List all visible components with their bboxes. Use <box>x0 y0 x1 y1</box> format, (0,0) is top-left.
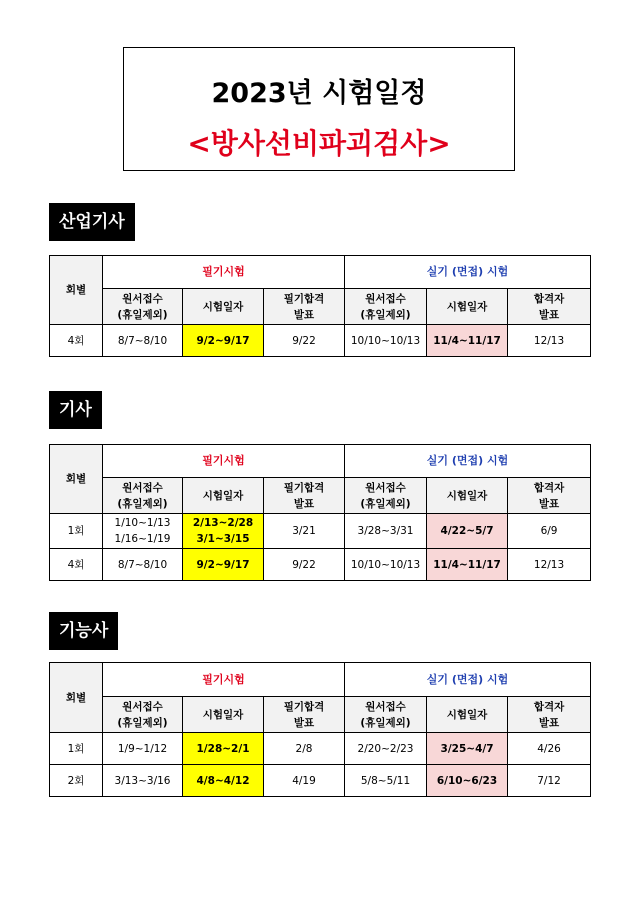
practical-apply-cell: 2/20~2/23 <box>345 733 427 765</box>
practical-apply-cell: 10/10~10/13 <box>345 549 427 581</box>
header-apply: 원서접수 (휴일제외) <box>345 478 427 514</box>
header-exam-date: 시험일자 <box>427 478 508 514</box>
table-row <box>50 514 591 549</box>
round-cell: 1회 <box>50 733 103 765</box>
round-cell: 2회 <box>50 765 103 797</box>
section-label-craftsman: 기능사 <box>49 612 118 650</box>
header-written-pass: 필기합격 발표 <box>264 478 345 514</box>
section-label-engineer: 기사 <box>49 391 102 429</box>
practical-exam-cell: 4/22~5/7 <box>427 514 508 549</box>
written-pass-cell: 2/8 <box>264 733 345 765</box>
header-exam-date: 시험일자 <box>427 289 508 325</box>
practical-apply-cell: 10/10~10/13 <box>345 325 427 357</box>
header-written-exam: 필기시험 <box>103 663 345 697</box>
table-row <box>50 549 591 581</box>
written-pass-cell: 3/21 <box>264 514 345 549</box>
practical-exam-cell: 11/4~11/17 <box>427 549 508 581</box>
header-exam-date: 시험일자 <box>427 697 508 733</box>
header-written-exam: 필기시험 <box>103 256 345 289</box>
header-apply: 원서접수 (휴일제외) <box>345 289 427 325</box>
section-label-industrial-engineer: 산업기사 <box>49 203 135 241</box>
practical-exam-cell: 3/25~4/7 <box>427 733 508 765</box>
written-pass-cell: 4/19 <box>264 765 345 797</box>
written-apply-cell: 3/13~3/16 <box>103 765 183 797</box>
final-pass-cell: 7/12 <box>508 765 591 797</box>
title-box <box>123 47 515 171</box>
practical-exam-cell: 11/4~11/17 <box>427 325 508 357</box>
header-exam-date: 시험일자 <box>183 697 264 733</box>
written-exam-cell: 2/13~2/28 3/1~3/15 <box>183 514 264 549</box>
table-row <box>50 733 591 765</box>
header-final-pass: 합격자 발표 <box>508 289 591 325</box>
final-pass-cell: 4/26 <box>508 733 591 765</box>
schedule-table-industrial-engineer <box>49 255 591 357</box>
header-final-pass: 합격자 발표 <box>508 478 591 514</box>
header-exam-date: 시험일자 <box>183 478 264 514</box>
final-pass-cell: 12/13 <box>508 325 591 357</box>
written-pass-cell: 9/22 <box>264 549 345 581</box>
practical-apply-cell: 3/28~3/31 <box>345 514 427 549</box>
final-pass-cell: 12/13 <box>508 549 591 581</box>
written-exam-cell: 1/28~2/1 <box>183 733 264 765</box>
written-apply-cell: 8/7~8/10 <box>103 325 183 357</box>
written-exam-cell: 4/8~4/12 <box>183 765 264 797</box>
written-apply-cell: 1/9~1/12 <box>103 733 183 765</box>
header-apply: 원서접수 (휴일제외) <box>103 289 183 325</box>
header-practical-exam: 실기 (면접) 시험 <box>345 663 591 697</box>
round-cell: 1회 <box>50 514 103 549</box>
page-title: 2023년 시험일정 <box>211 78 427 109</box>
round-cell: 4회 <box>50 549 103 581</box>
header-round: 회별 <box>50 663 103 733</box>
written-apply-cell: 8/7~8/10 <box>103 549 183 581</box>
header-final-pass: 합격자 발표 <box>508 697 591 733</box>
schedule-table-engineer <box>49 444 591 581</box>
schedule-table-craftsman <box>49 662 591 797</box>
written-pass-cell: 9/22 <box>264 325 345 357</box>
header-round: 회별 <box>50 445 103 514</box>
header-practical-exam: 실기 (면접) 시험 <box>345 256 591 289</box>
header-apply: 원서접수 (휴일제외) <box>103 697 183 733</box>
header-apply: 원서접수 (휴일제외) <box>103 478 183 514</box>
header-written-exam: 필기시험 <box>103 445 345 478</box>
header-practical-exam: 실기 (면접) 시험 <box>345 445 591 478</box>
header-apply: 원서접수 (휴일제외) <box>345 697 427 733</box>
written-apply-cell: 1/10~1/13 1/16~1/19 <box>103 514 183 549</box>
header-written-pass: 필기합격 발표 <box>264 289 345 325</box>
table-row <box>50 325 591 357</box>
header-round: 회별 <box>50 256 103 325</box>
written-exam-cell: 9/2~9/17 <box>183 325 264 357</box>
table-row <box>50 765 591 797</box>
practical-apply-cell: 5/8~5/11 <box>345 765 427 797</box>
practical-exam-cell: 6/10~6/23 <box>427 765 508 797</box>
written-exam-cell: 9/2~9/17 <box>183 549 264 581</box>
page-subtitle: <방사선비파괴검사> <box>187 127 451 160</box>
header-exam-date: 시험일자 <box>183 289 264 325</box>
round-cell: 4회 <box>50 325 103 357</box>
final-pass-cell: 6/9 <box>508 514 591 549</box>
header-written-pass: 필기합격 발표 <box>264 697 345 733</box>
